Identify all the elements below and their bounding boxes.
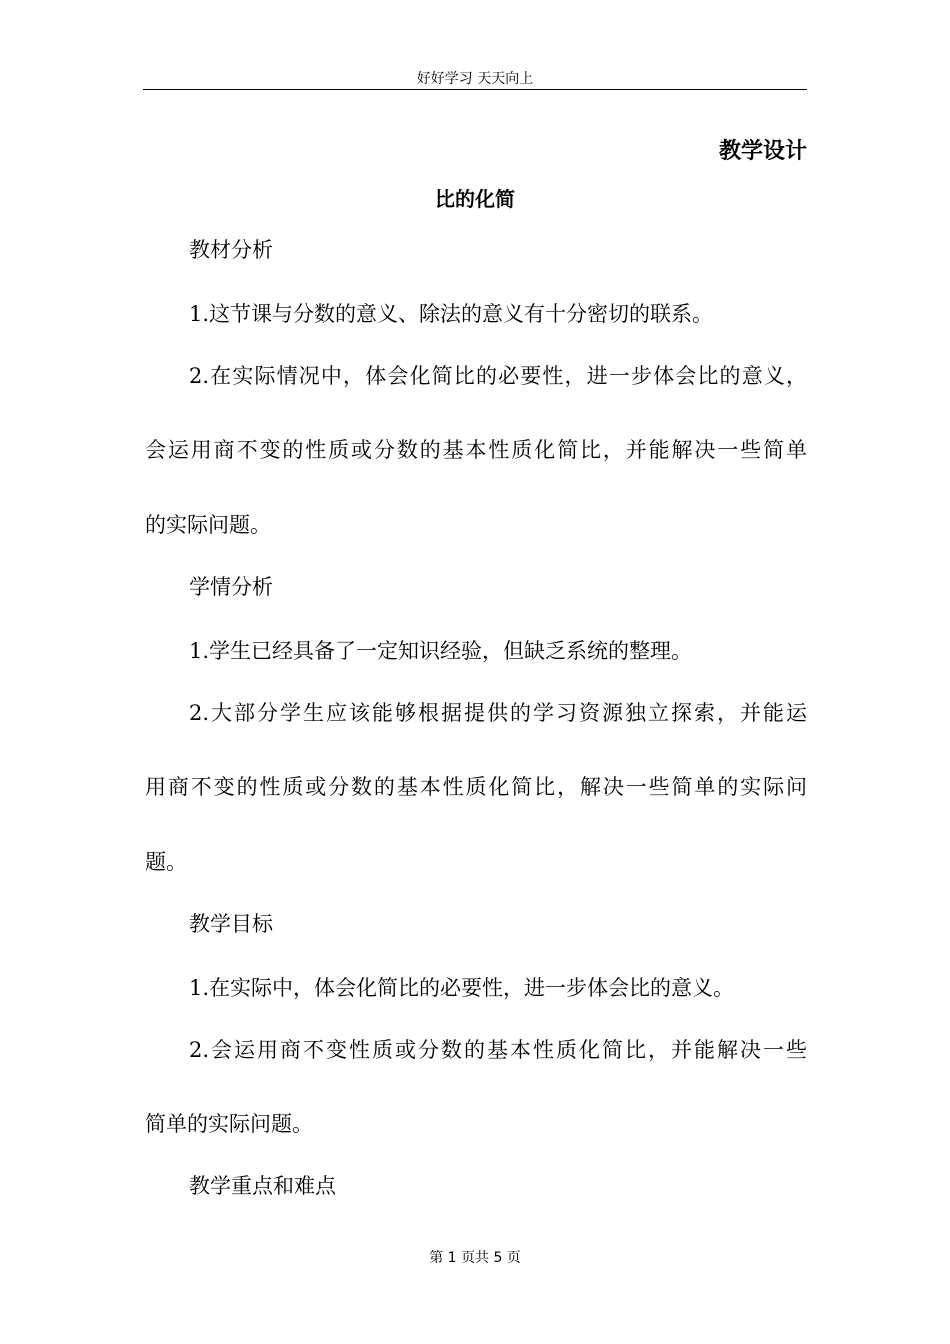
page-number-footer: 第 1 页共 5 页 — [429, 1250, 521, 1266]
section-heading-student-analysis: 学情分析 — [189, 575, 273, 599]
textbook-analysis-point-2-line-3: 的实际问题。 — [145, 513, 271, 537]
section-heading-teaching-goals: 教学目标 — [189, 912, 273, 936]
textbook-analysis-point-2-line-1: 2.在实际情况中，体会化简比的必要性，进一步体会比的意义， — [189, 364, 807, 388]
teaching-goals-point-1: 1.在实际中，体会化简比的必要性，进一步体会比的意义。 — [189, 976, 735, 1000]
student-analysis-point-2-line-1: 2.大部分学生应该能够根据提供的学习资源独立探索，并能运 — [189, 701, 807, 725]
document-title: 比的化简 — [435, 187, 515, 211]
document-type-label: 教学设计 — [718, 139, 807, 164]
teaching-goals-point-2-line-1: 2.会运用商不变性质或分数的基本性质化简比，并能解决一些 — [189, 1038, 807, 1062]
section-heading-textbook-analysis: 教材分析 — [189, 238, 273, 262]
textbook-analysis-point-2-line-2: 会运用商不变的性质或分数的基本性质化简比，并能解决一些简单 — [145, 438, 807, 462]
header-divider — [143, 89, 807, 90]
page-header-text: 好好学习 天天向上 — [416, 71, 534, 87]
textbook-analysis-point-1: 1.这节课与分数的意义、除法的意义有十分密切的联系。 — [189, 302, 714, 326]
section-heading-key-points: 教学重点和难点 — [189, 1174, 336, 1198]
student-analysis-point-2-line-3: 题。 — [145, 850, 187, 874]
student-analysis-point-2-line-2: 用商不变的性质或分数的基本性质化简比，解决一些简单的实际问 — [145, 775, 807, 799]
student-analysis-point-1: 1.学生已经具备了一定知识经验，但缺乏系统的整理。 — [189, 639, 693, 663]
teaching-goals-point-2-line-2: 简单的实际问题。 — [145, 1112, 313, 1136]
